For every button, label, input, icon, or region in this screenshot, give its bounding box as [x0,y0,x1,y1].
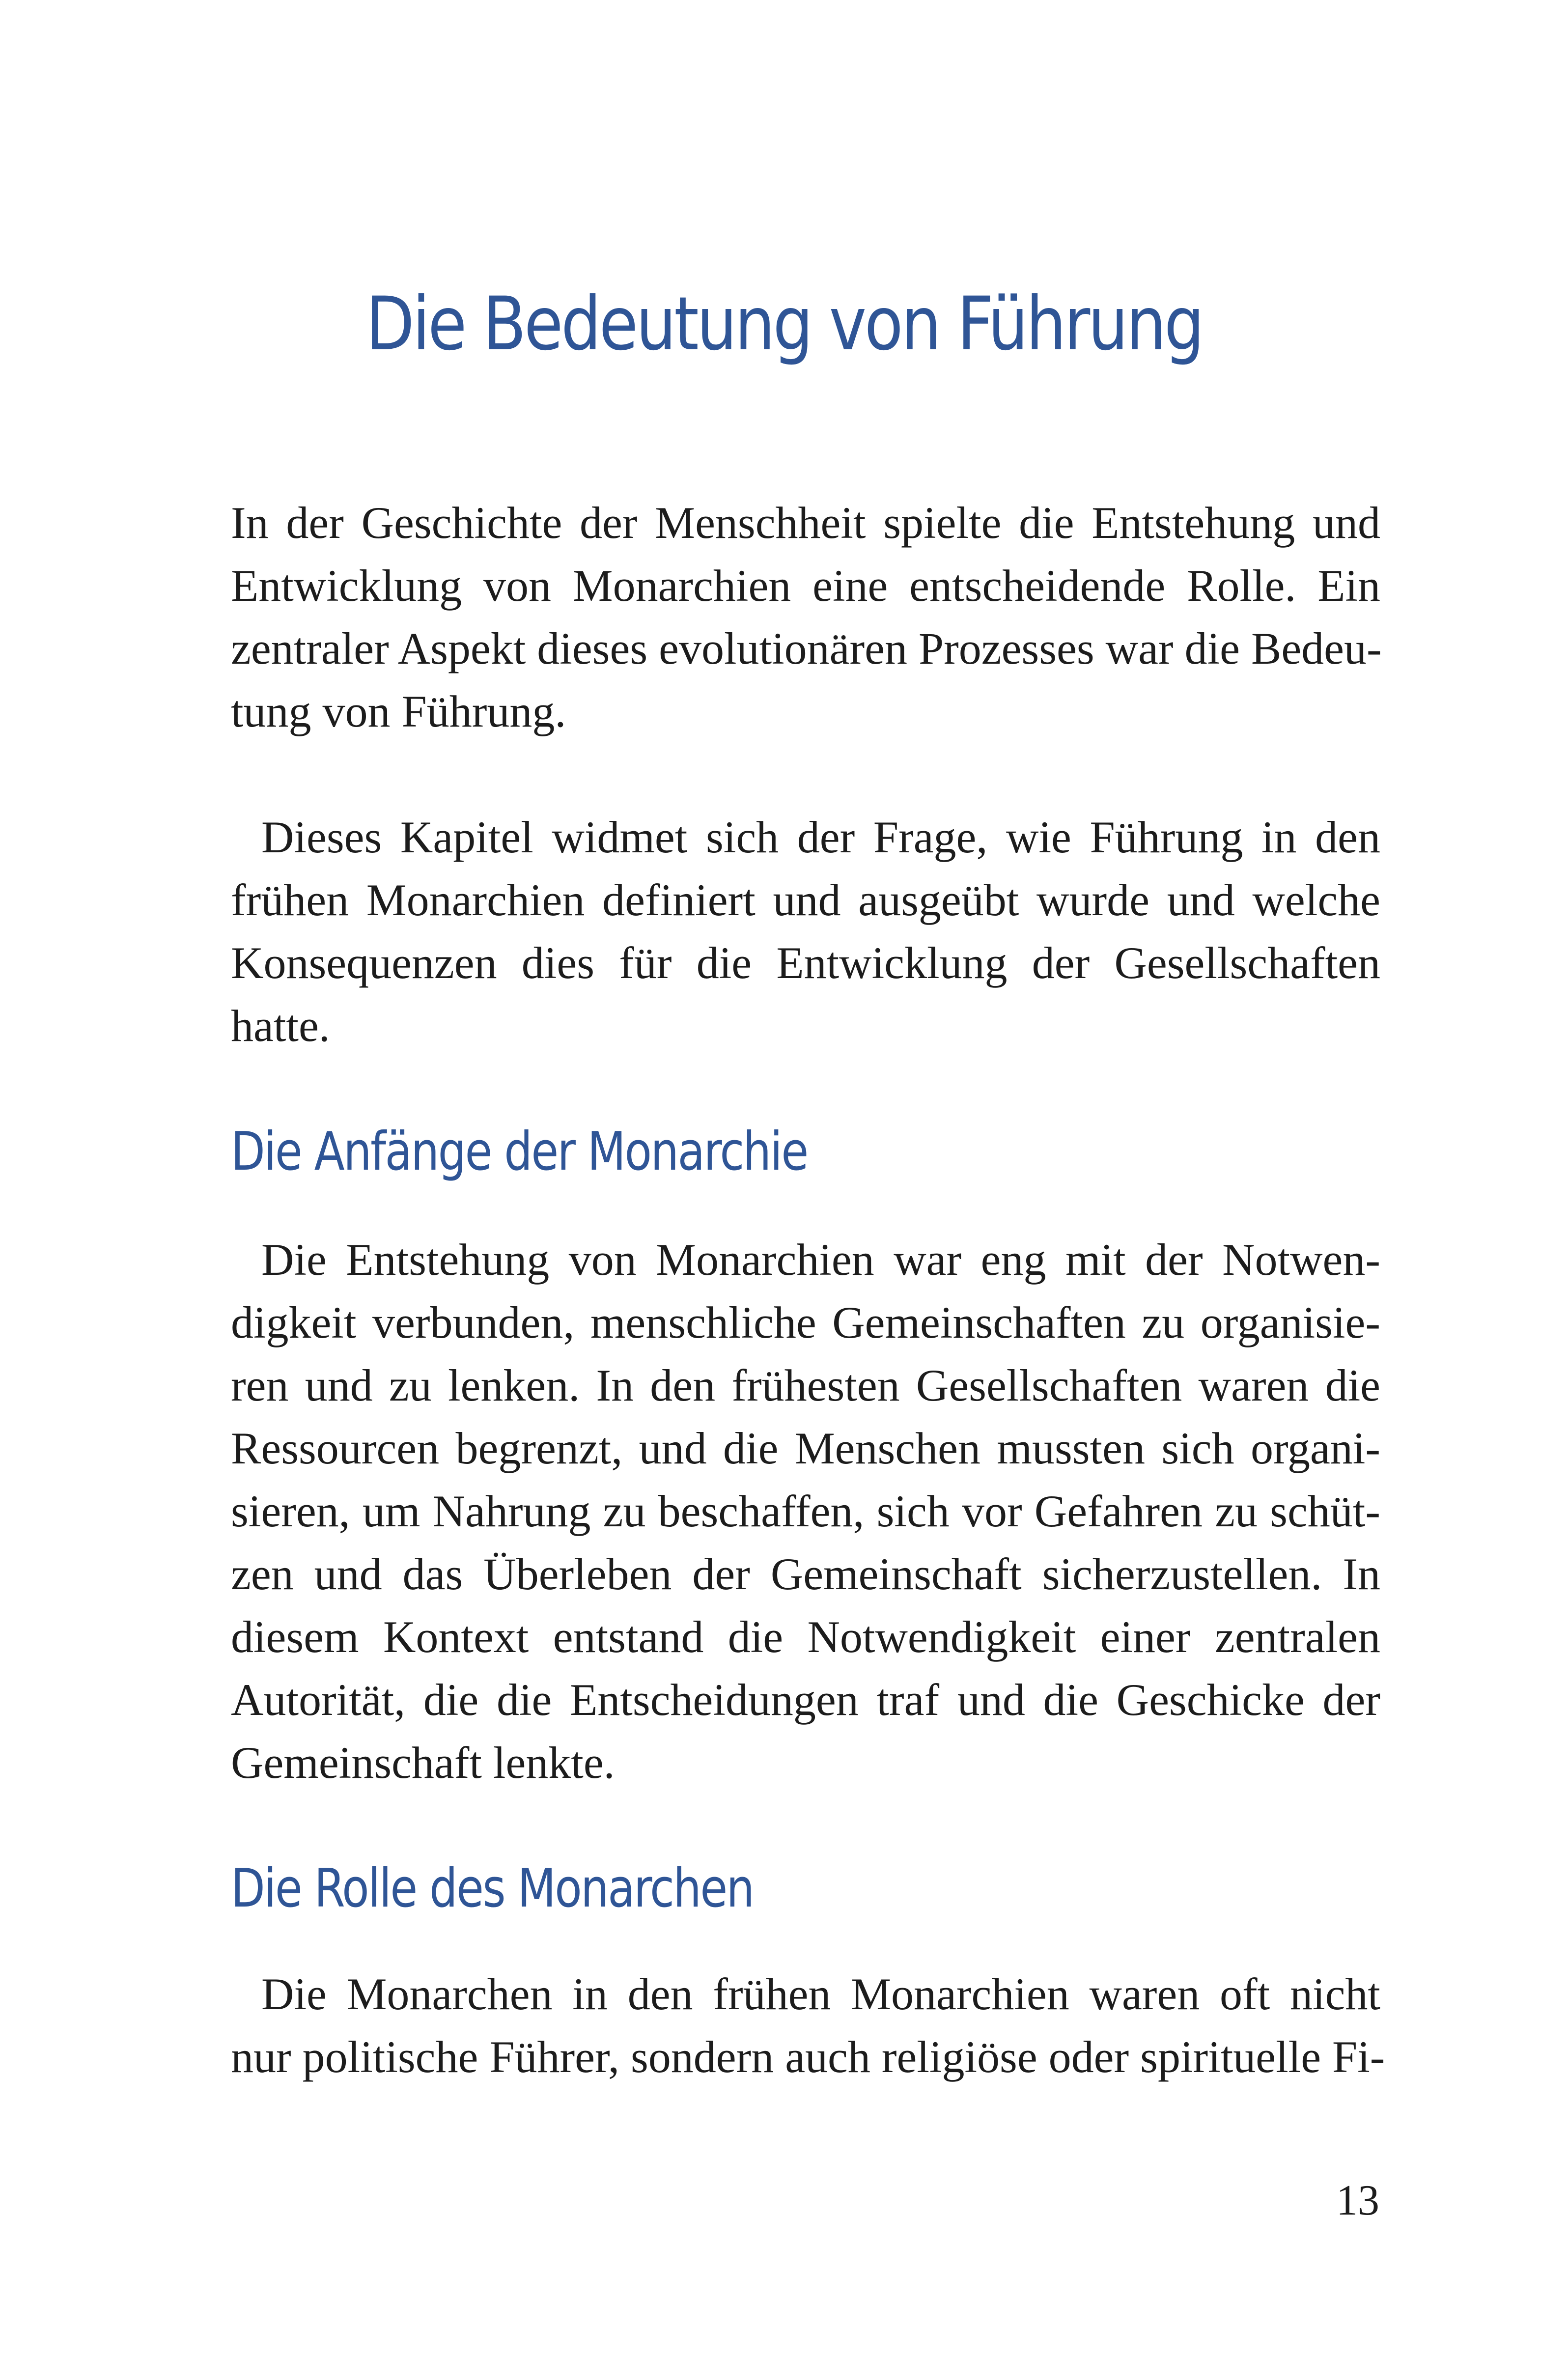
chapter-title: Die Bedeutung von Führung [365,281,1203,367]
section-heading-beginnings: Die Anfänge der Monarchie [231,1121,808,1182]
text-line: Autorität, die die Entscheidungen traf und die Geschicke der [231,1675,1380,1725]
paragraph-intro [231,491,1380,743]
text-line: nur politische Führer, sondern auch religiöse oder spirituelle Fi- [231,2032,1385,2082]
text-line: zen und das Überleben der Gemeinschaft sicherzustellen. In [231,1549,1380,1599]
text-line: ren und zu lenken. In den frühesten Gesellschaften waren die [231,1360,1380,1410]
text-line: frühen Monarchien definiert und ausgeübt wurde und welche [231,875,1380,925]
text-line: Ressourcen begrenzt, und die Menschen mussten sich organi- [231,1423,1380,1473]
text-line: diesem Kontext entstand die Notwendigkeit einer zentralen [231,1612,1380,1662]
text-line: digkeit verbunden, menschliche Gemeinschaften zu organisie- [231,1297,1380,1347]
text-line: zentraler Aspekt dieses evolutionären Prozesses war die Bedeu- [231,623,1382,674]
text-line: In der Geschichte der Menschheit spielte die Entstehung und [231,498,1380,548]
text-line: Dieses Kapitel widmet sich der Frage, wie Führung in den [261,812,1380,862]
paragraph-beginnings [231,1228,1380,1794]
paragraph-role [231,1963,1385,2088]
section-heading-role: Die Rolle des Monarchen [231,1858,754,1919]
text-line: Die Monarchen in den frühen Monarchien waren oft nicht [261,1969,1380,2019]
paragraph-chapter-scope [231,806,1380,1057]
text-line: Gemeinschaft lenkte. [231,1738,615,1788]
text-line: tung von Führung. [231,686,566,736]
text-line: Die Entstehung von Monarchien war eng mit der Notwen- [261,1235,1380,1285]
text-line: hatte. [231,1001,330,1051]
page-number: 13 [1336,2177,1379,2224]
text-line: sieren, um Nahrung zu beschaffen, sich vor Gefahren zu schüt- [231,1486,1380,1536]
text-line: Konsequenzen dies für die Entwicklung der Gesellschaften [231,938,1380,988]
text-line: Entwicklung von Monarchien eine entscheidende Rolle. Ein [231,561,1380,611]
